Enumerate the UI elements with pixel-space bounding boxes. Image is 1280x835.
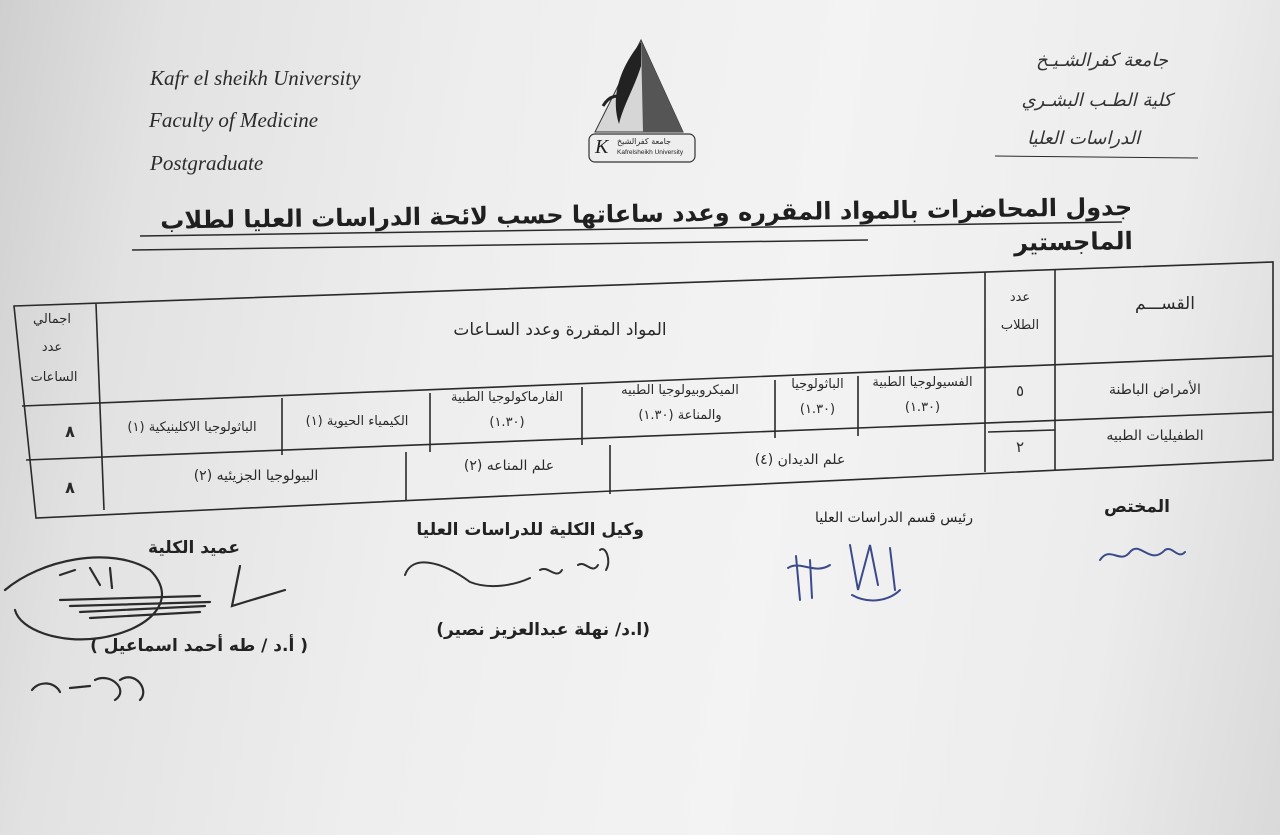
- row2-students: ٢: [1015, 438, 1025, 456]
- course-hours: (١.٣٠): [489, 415, 525, 430]
- course-name: الفسيولوجيا الطبية: [872, 375, 973, 390]
- header-courses: المواد المقررة وعدد السـاعات: [453, 320, 667, 340]
- course-hours: (١.٣٠): [799, 402, 836, 417]
- row2-total: ٨: [65, 478, 75, 497]
- course-hours: (١.٣٠): [904, 400, 941, 415]
- header-ar-faculty: كلية الطـب البشـري: [1021, 90, 1172, 111]
- header-students-2: الطلاب: [1000, 318, 1040, 333]
- header-ar-postgraduate: الدراسات العليا: [1027, 128, 1140, 149]
- header-total-3: الساعات: [30, 370, 78, 385]
- header-total-1: اجمالي: [33, 312, 71, 327]
- row1-course-clinical-pathology: الباثولوجيا الاكلينيكية (١): [127, 420, 257, 435]
- course-hours: والمناعة (١.٣٠): [638, 408, 722, 423]
- row1-total: ٨: [65, 422, 75, 441]
- vice-dean-name: (ا.د/ نهلة عبدالعزيز نصير): [436, 620, 650, 640]
- course-name: الفارماكولوجيا الطبية: [451, 390, 563, 405]
- row2-course-helminthology: علم الديدان (٤): [754, 452, 846, 468]
- header-students-1: عدد: [1009, 290, 1031, 305]
- course-name: الباثولوجيا: [791, 377, 844, 392]
- row2-course-immunology: علم المناعه (٢): [463, 458, 555, 474]
- title-text: جدول المحاضرات بالمواد المقرره وعدد ساعاتها حسب لائحة الدراسات العليا لطلاب الماجستير: [160, 192, 1133, 257]
- vice-dean-title: وكيل الكلية للدراسات العليا: [416, 520, 644, 540]
- header-en-university: Kafr el sheikh University: [150, 66, 361, 90]
- header-ar-university: جامعة كفرالشـيـخ: [1035, 50, 1168, 71]
- header-total-2: عدد: [41, 340, 63, 355]
- logo-text-en: Kafrelsheikh University: [617, 149, 684, 156]
- row2-department: الطفيليات الطبيه: [1106, 428, 1204, 444]
- header-department: القســـم: [1135, 294, 1195, 314]
- row1-students: ٥: [1015, 382, 1025, 400]
- header-en-faculty: Faculty of Medicine: [149, 108, 319, 132]
- row1-course-biochemistry: الكيمياء الحيوية (١): [305, 414, 409, 429]
- logo-text-ar: جامعة كفرالشيخ: [617, 137, 672, 146]
- row2-course-molecular-biology: البيولوجيا الجزيئيه (٢): [193, 468, 319, 484]
- header-en-postgraduate: Postgraduate: [150, 151, 264, 175]
- dean-title: عميد الكلية: [148, 538, 240, 558]
- row1-department: الأمراض الباطنة: [1109, 382, 1201, 398]
- head-dept-title: رئيس قسم الدراسات العليا: [815, 510, 973, 526]
- specialist-title: المختص: [1104, 497, 1170, 517]
- course-name: الميكروبيولوجيا الطبيه: [621, 383, 739, 398]
- dean-name: ( أ.د / طه أحمد اسماعيل ): [90, 636, 308, 656]
- logo-letter: K: [595, 136, 609, 158]
